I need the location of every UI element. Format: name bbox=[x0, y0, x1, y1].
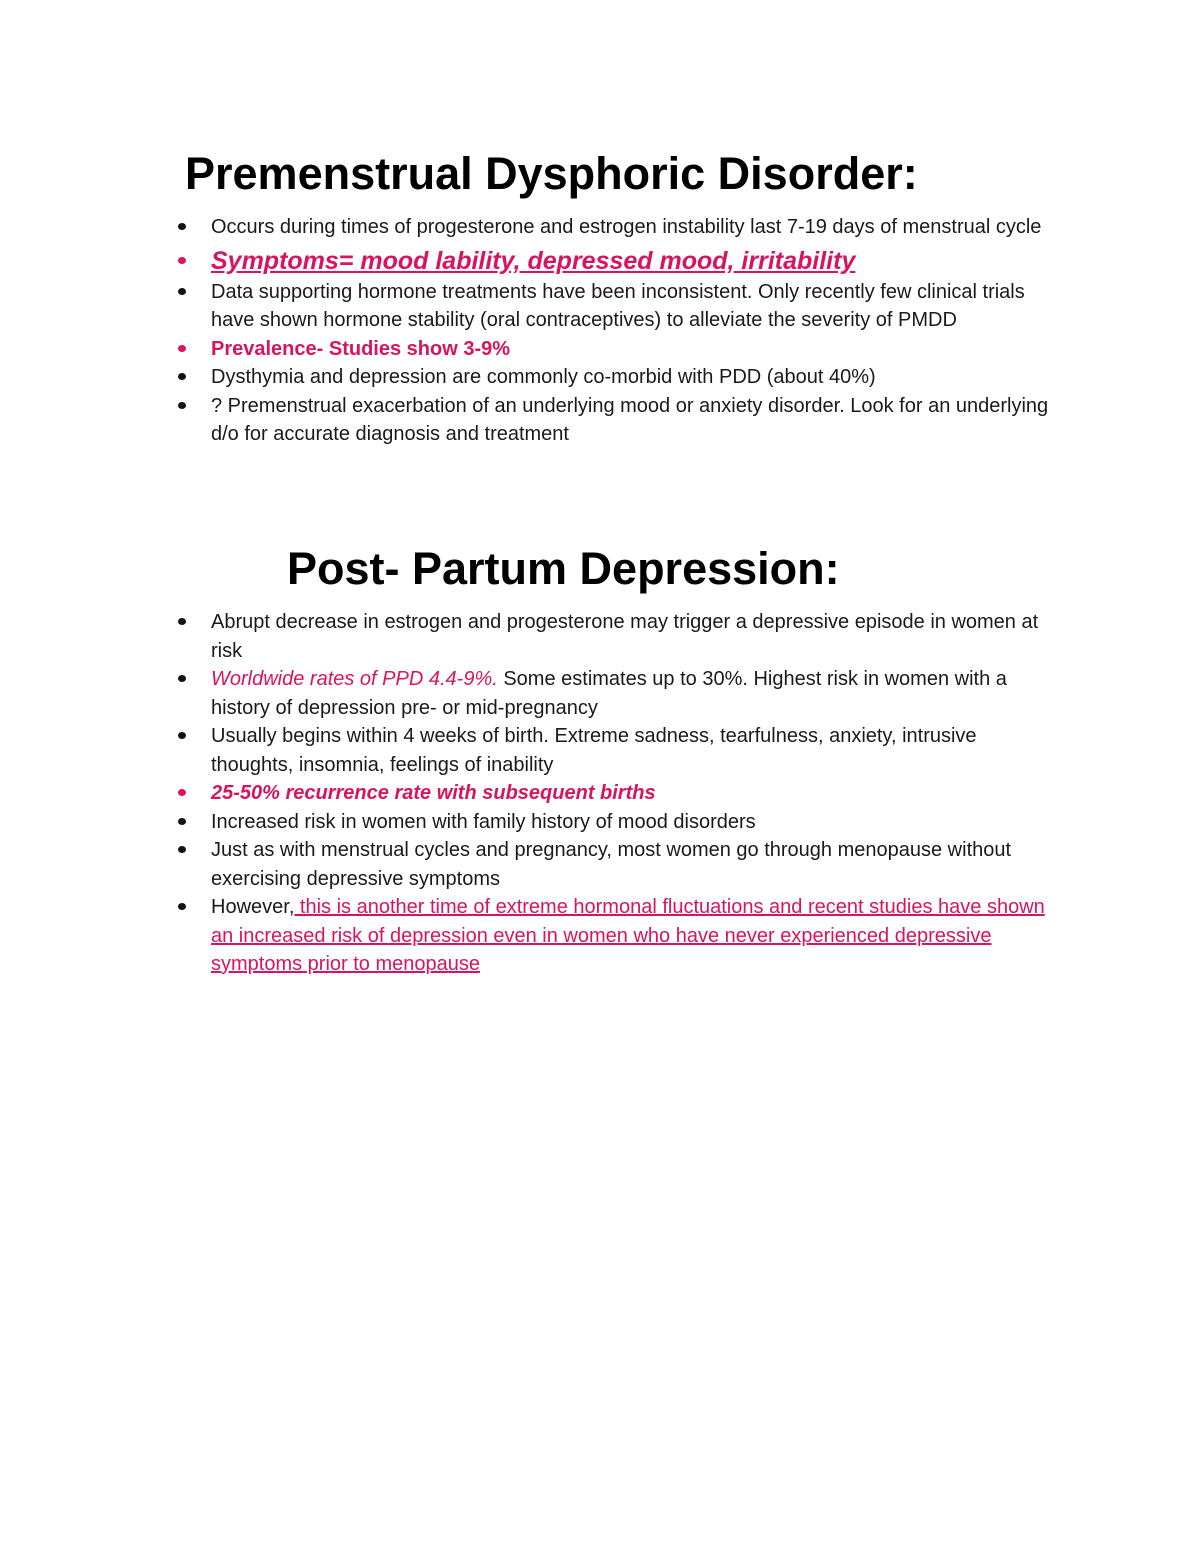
bullet-icon bbox=[178, 675, 186, 682]
list-item-symptoms bbox=[0, 242, 1200, 278]
bullet-icon bbox=[178, 903, 186, 910]
list-item bbox=[0, 808, 1200, 837]
list-item-text: Dysthymia and depression are commonly co-morbid with PDD (about 40%) bbox=[211, 366, 876, 388]
list-item bbox=[0, 722, 1200, 779]
list-item bbox=[0, 213, 1200, 242]
list-item-text: However, bbox=[211, 896, 295, 918]
bullet-icon bbox=[178, 789, 186, 796]
list-item-recurrence bbox=[0, 779, 1200, 808]
bullet-icon bbox=[178, 618, 186, 625]
list-item-menopause bbox=[0, 893, 1200, 979]
bullet-icon bbox=[178, 288, 186, 295]
bullet-icon bbox=[178, 732, 186, 739]
bullet-icon bbox=[178, 402, 186, 409]
list-item-text: Data supporting hormone treatments have been inconsistent. Only recently few clinical trials have shown hormone stability (oral contraceptives) to alleviate the severity of PMDD bbox=[211, 280, 1025, 331]
list-item-text: Usually begins within 4 weeks of birth. Extreme sadness, tearfulness, anxiety, intrusive thoughts, insomnia, feelings of inability bbox=[211, 725, 977, 776]
list-item-prevalence bbox=[0, 335, 1200, 364]
list-item-text: Prevalence- Studies show 3-9% bbox=[211, 337, 511, 360]
pmdd-bullet-list bbox=[0, 213, 1200, 449]
list-item-text: Abrupt decrease in estrogen and progesterone may trigger a depressive episode in women at risk bbox=[211, 611, 1039, 662]
list-item bbox=[0, 392, 1200, 449]
list-item-text: Just as with menstrual cycles and pregnancy, most women go through menopause without exercising depressive symptoms bbox=[211, 839, 1012, 890]
section-title-pmdd: Premenstrual Dysphoric Disorder: bbox=[185, 148, 918, 199]
list-item-text: ? Premenstrual exacerbation of an underlying mood or anxiety disorder. Look for an underlying d/o for accurate diagnosis and treatment bbox=[211, 394, 1049, 445]
list-item-rates bbox=[0, 665, 1200, 722]
ppd-bullet-list bbox=[0, 608, 1200, 979]
list-item-text: 25-50% recurrence rate with subsequent births bbox=[211, 782, 656, 804]
list-item bbox=[0, 836, 1200, 893]
list-item-text: Occurs during times of progesterone and estrogen instability last 7-19 days of menstrual cycle bbox=[211, 216, 1042, 238]
list-item-text: Some estimates up to 30%. Highest risk in women with a history of depression pre- or mid-pregnancy bbox=[211, 668, 1007, 719]
bullet-icon bbox=[178, 846, 186, 853]
bullet-icon bbox=[178, 257, 186, 264]
list-item-highlight: Worldwide rates of PPD 4.4-9%. bbox=[211, 668, 498, 690]
list-item-text: Increased risk in women with family history of mood disorders bbox=[211, 810, 756, 833]
bullet-icon bbox=[178, 223, 186, 230]
list-item bbox=[0, 278, 1200, 335]
list-item-text: Symptoms= mood lability, depressed mood, irritability bbox=[211, 246, 856, 275]
bullet-icon bbox=[178, 373, 186, 380]
bullet-icon bbox=[178, 345, 186, 352]
bullet-icon bbox=[178, 818, 186, 825]
section-title-ppd: Post- Partum Depression: bbox=[287, 543, 840, 594]
list-item bbox=[0, 608, 1200, 665]
list-item bbox=[0, 363, 1200, 392]
list-item-highlight: this is another time of extreme hormonal fluctuations and recent studies have shown an increased risk of depression even in women who have never experienced depressive symptoms prior to menopause bbox=[211, 896, 1045, 975]
